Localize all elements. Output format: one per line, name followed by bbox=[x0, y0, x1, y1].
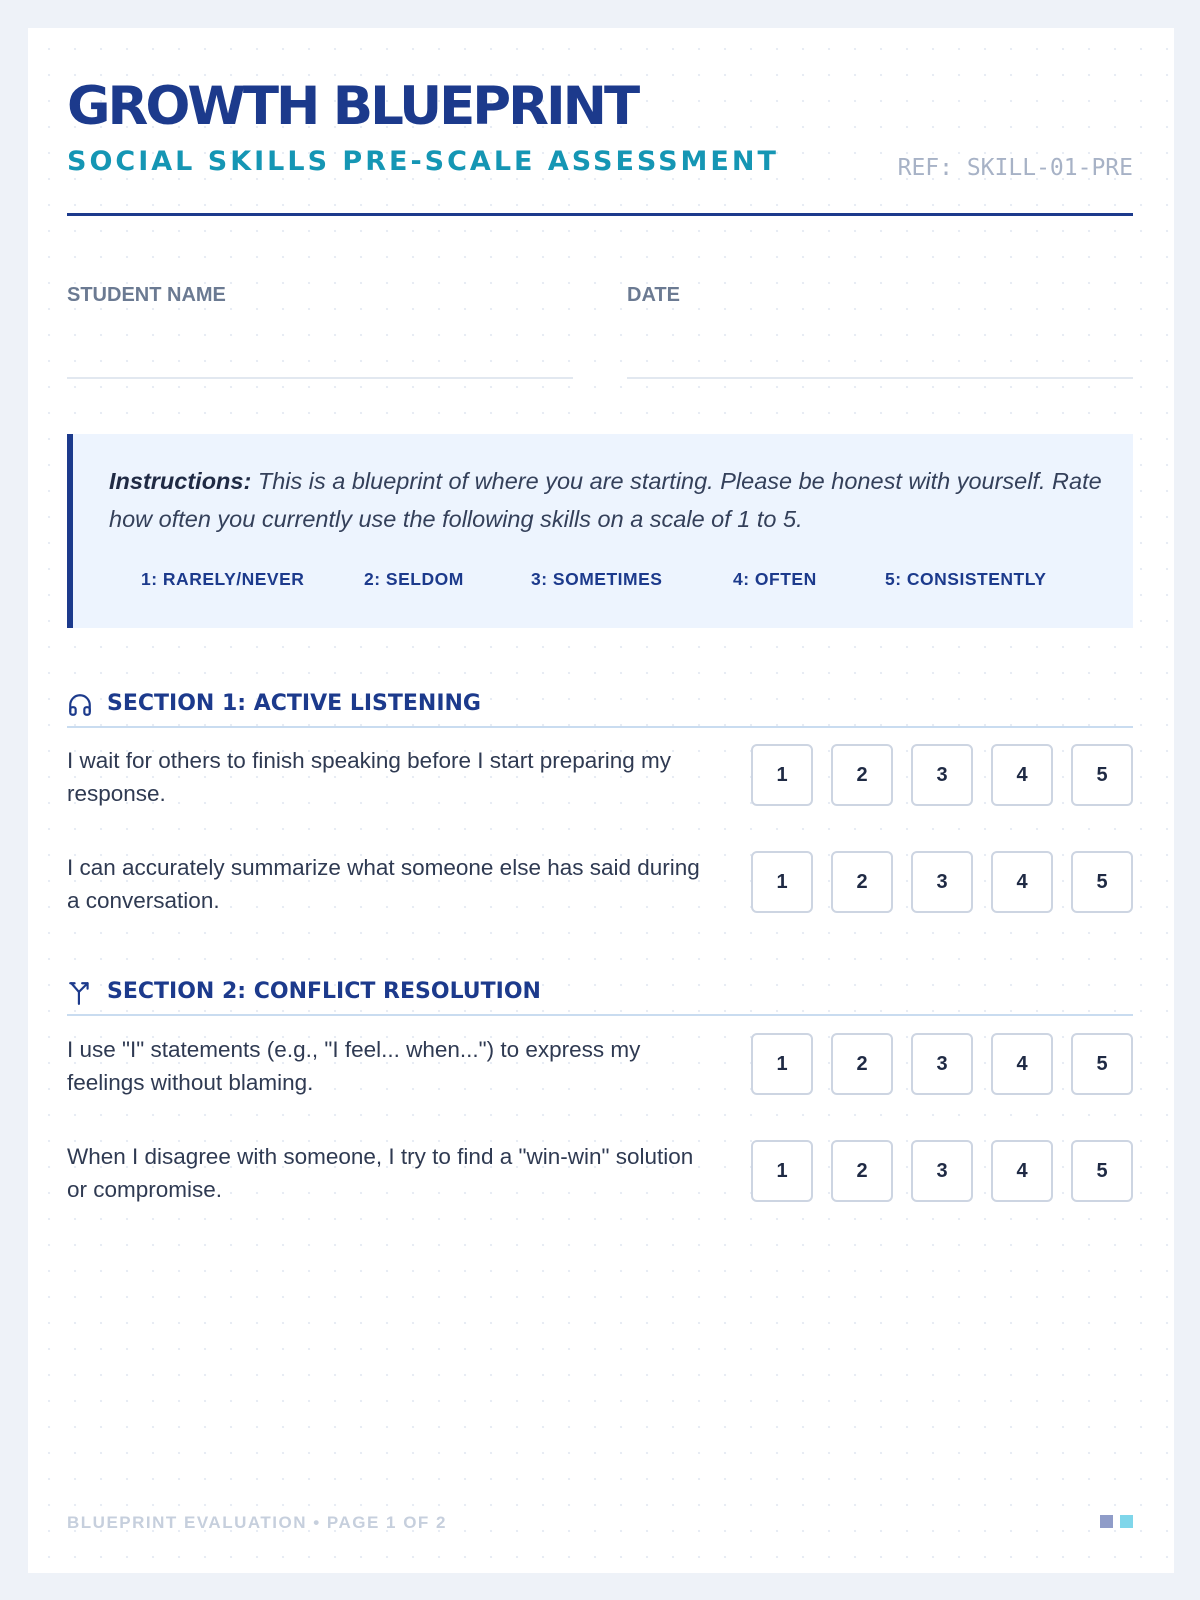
rating-option-5[interactable]: 5 bbox=[1071, 1140, 1133, 1202]
rating-option-4[interactable]: 4 bbox=[991, 1033, 1053, 1095]
instructions-text bbox=[109, 462, 1119, 538]
rating-option-3[interactable]: 3 bbox=[911, 1033, 973, 1095]
merge-arrows-icon bbox=[67, 980, 93, 1006]
rating-option-3[interactable]: 3 bbox=[911, 1140, 973, 1202]
footer-square-navy bbox=[1100, 1515, 1113, 1528]
rating-option-2[interactable]: 2 bbox=[831, 1033, 893, 1095]
section-1-title: SECTION 1: ACTIVE LISTENING bbox=[107, 691, 481, 716]
question-row bbox=[67, 1140, 1133, 1210]
rating-option-2[interactable]: 2 bbox=[831, 1140, 893, 1202]
rating-option-3[interactable]: 3 bbox=[911, 851, 973, 913]
brand-title: GROWTH BLUEPRINT bbox=[67, 76, 638, 137]
rating-option-4[interactable]: 4 bbox=[991, 851, 1053, 913]
student-name-input[interactable] bbox=[67, 328, 573, 374]
section-1-header bbox=[67, 688, 1133, 728]
page-footer: BLUEPRINT EVALUATION • PAGE 1 OF 2 bbox=[67, 1513, 447, 1532]
question-text: I use "I" statements (e.g., "I feel... when...") to express my feelings without blaming. bbox=[67, 1037, 641, 1095]
rating-option-5[interactable]: 5 bbox=[1071, 1033, 1133, 1095]
question-text: I wait for others to finish speaking before I start preparing my response. bbox=[67, 748, 672, 806]
rating-option-4[interactable]: 4 bbox=[991, 1140, 1053, 1202]
rating-option-1[interactable]: 1 bbox=[751, 1140, 813, 1202]
footer-square-teal bbox=[1120, 1515, 1133, 1528]
section-2-title: SECTION 2: CONFLICT RESOLUTION bbox=[107, 979, 541, 1004]
header-divider bbox=[67, 213, 1133, 216]
scale-key-5: 5: CONSISTENTLY bbox=[885, 569, 1047, 589]
instructions-body: This is a blueprint of where you are starting. Please be honest with yourself. Rate how often you currently use the following skills on a scale of 1 to 5. bbox=[109, 468, 1102, 532]
student-name-line bbox=[67, 377, 573, 379]
date-input[interactable] bbox=[627, 328, 1133, 374]
date-label: DATE bbox=[627, 284, 680, 306]
question-row bbox=[67, 851, 1133, 921]
section-2-header bbox=[67, 976, 1133, 1016]
student-name-label: STUDENT NAME bbox=[67, 284, 226, 306]
scale-key-1: 1: RARELY/NEVER bbox=[141, 569, 305, 589]
question-text: I can accurately summarize what someone else has said during a conversation. bbox=[67, 855, 700, 913]
rating-option-2[interactable]: 2 bbox=[831, 744, 893, 806]
rating-option-4[interactable]: 4 bbox=[991, 744, 1053, 806]
rating-option-1[interactable]: 1 bbox=[751, 744, 813, 806]
worksheet-page bbox=[28, 28, 1174, 1573]
instructions-lead: Instructions: bbox=[109, 468, 252, 494]
rating-option-3[interactable]: 3 bbox=[911, 744, 973, 806]
assessment-subtitle: SOCIAL SKILLS PRE-SCALE ASSESSMENT bbox=[67, 146, 779, 177]
headphones-icon bbox=[67, 692, 93, 718]
rating-option-5[interactable]: 5 bbox=[1071, 744, 1133, 806]
instructions-box bbox=[67, 434, 1133, 628]
scale-key-3: 3: SOMETIMES bbox=[531, 569, 663, 589]
question-row bbox=[67, 744, 1133, 814]
reference-code: REF: SKILL-01-PRE bbox=[897, 155, 1133, 181]
scale-key-4: 4: OFTEN bbox=[733, 569, 817, 589]
question-row bbox=[67, 1033, 1133, 1103]
rating-option-1[interactable]: 1 bbox=[751, 1033, 813, 1095]
rating-option-5[interactable]: 5 bbox=[1071, 851, 1133, 913]
rating-option-1[interactable]: 1 bbox=[751, 851, 813, 913]
scale-key-2: 2: SELDOM bbox=[364, 569, 464, 589]
rating-option-2[interactable]: 2 bbox=[831, 851, 893, 913]
date-line bbox=[627, 377, 1133, 379]
question-text: When I disagree with someone, I try to find a "win-win" solution or compromise. bbox=[67, 1144, 694, 1202]
